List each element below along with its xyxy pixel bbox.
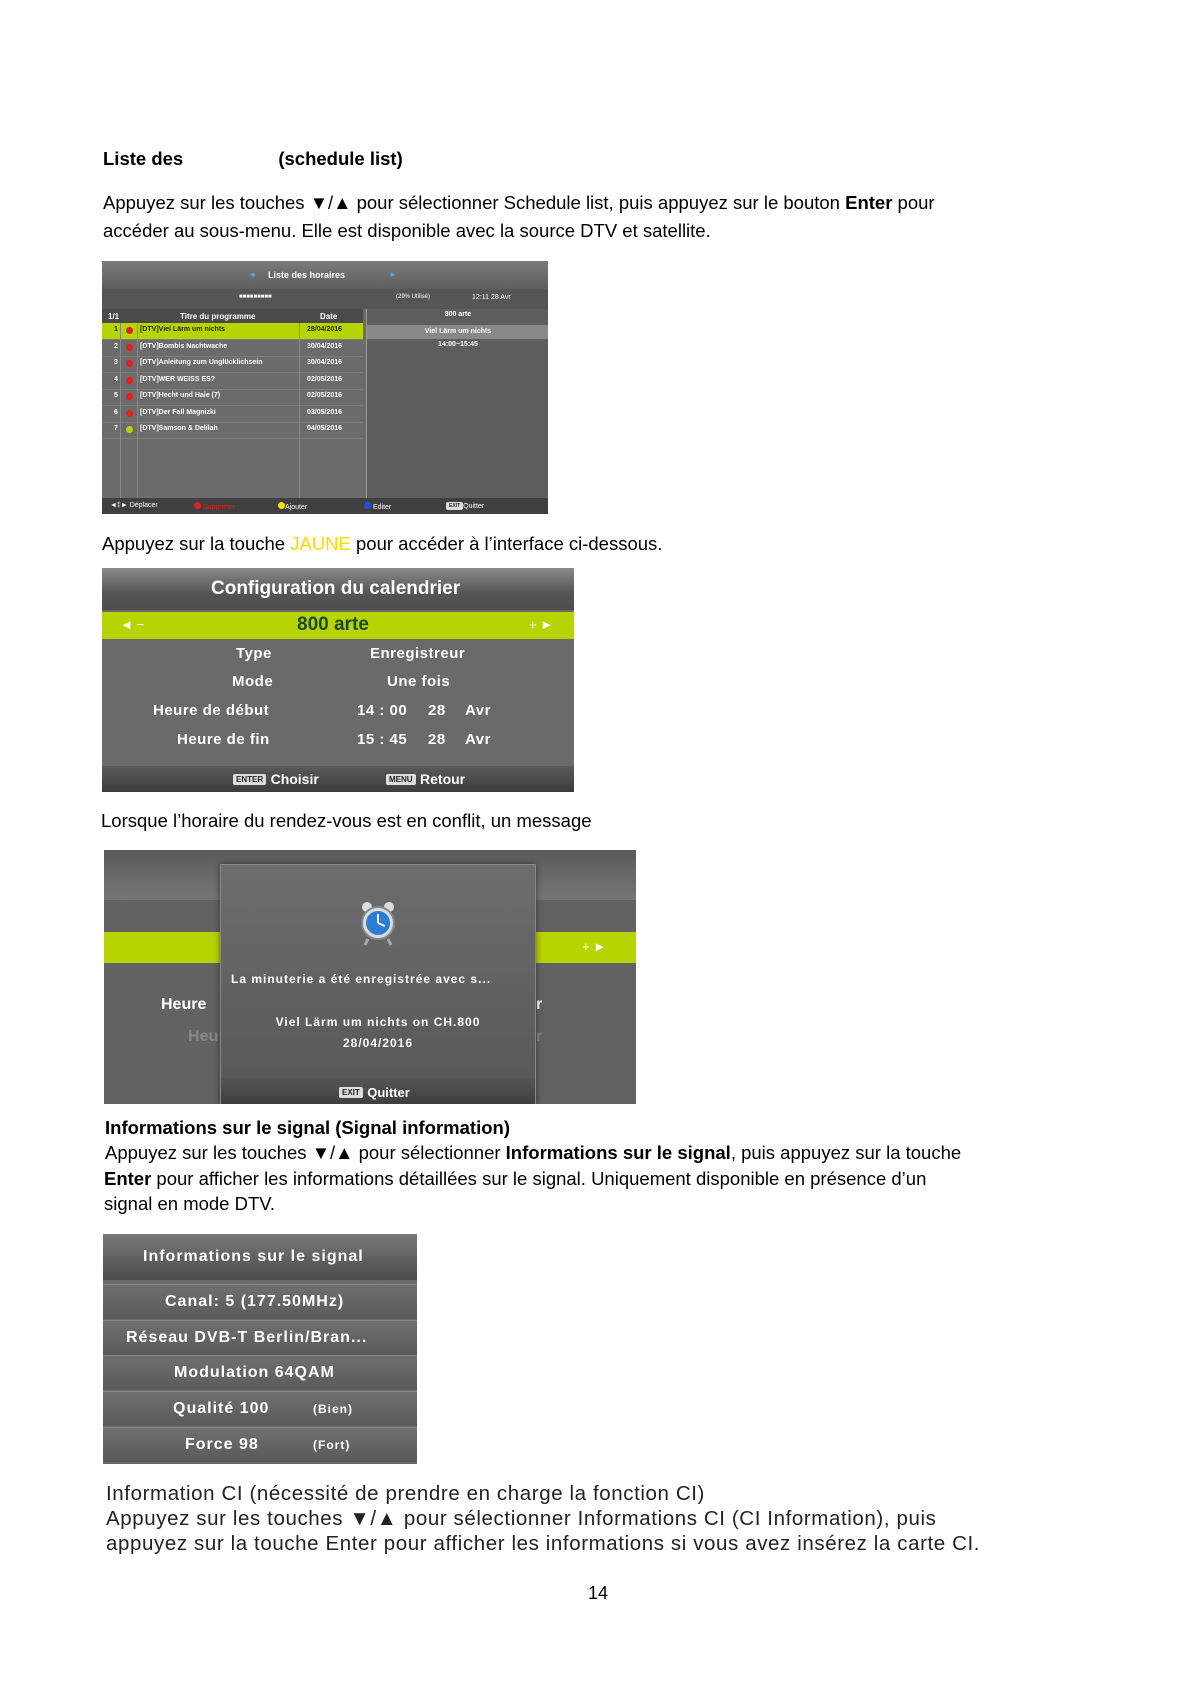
detail-channel: 800 arte: [444, 311, 472, 318]
canal-value: Canal: 5 (177.50MHz): [165, 1293, 345, 1310]
section2-paragraph: [102, 531, 662, 557]
move-hint: ◄‡► Déplacer: [110, 502, 158, 509]
section1-paragraph-line2: accéder au sous-menu. Elle est disponible avec la source DTV et satellite.: [103, 220, 711, 241]
menu-hint: [386, 771, 465, 789]
calendar-footer: [102, 766, 574, 792]
p1-end: pour: [892, 192, 935, 213]
signal-row-canal: [103, 1284, 417, 1319]
row-number: 1: [114, 326, 118, 333]
start-label: Heure de début: [153, 702, 270, 719]
signal-title-bar: [103, 1234, 417, 1280]
exit-hint[interactable]: [339, 1084, 410, 1102]
table-row[interactable]: [102, 422, 363, 439]
row-number: 4: [114, 375, 118, 383]
status-dot-icon: [126, 393, 133, 400]
left-arrow-icon: ◄: [248, 270, 256, 279]
qualite-value: Qualité 100: [173, 1400, 270, 1417]
bg-right-ctrl: + ►: [582, 939, 607, 954]
signal-row-force: [103, 1427, 417, 1462]
table-row[interactable]: [102, 323, 363, 340]
signal-info-screenshot: [103, 1234, 417, 1464]
reseau-value: Réseau DVB-T Berlin/Bran...: [126, 1329, 368, 1346]
detail-program: Viel Lärm um nichts: [367, 325, 548, 339]
conflict-screenshot: [104, 850, 636, 1104]
status-dot-icon: [126, 327, 133, 334]
row-date: 02/05/2016: [307, 392, 343, 399]
section5-line1: Information CI (nécessité de prendre en charge la fonction CI): [106, 1482, 705, 1505]
force-value: Force 98: [185, 1436, 259, 1453]
row-date: 02/05/2016: [307, 375, 343, 383]
conflict-dialog: [220, 864, 536, 1104]
schedule-header: [102, 261, 548, 289]
exit-key-icon: EXIT: [339, 1087, 363, 1098]
table-row[interactable]: [102, 373, 363, 390]
p1-text: Appuyez sur les touches ▼/▲ pour sélectionner: [105, 1142, 506, 1163]
row-title: [DTV]Anleitung zum Unglücklichsein: [140, 359, 263, 366]
end-label: Heure de fin: [177, 731, 270, 748]
exit-hint: [446, 502, 484, 510]
force-note: (Fort): [313, 1438, 351, 1452]
signal-row-reseau: [103, 1320, 417, 1355]
enter-key-icon: ENTER: [233, 774, 266, 785]
section-title-schedule: [103, 146, 403, 172]
row-title: [DTV]WER WEISS ES?: [140, 375, 216, 383]
col-page: 1/1: [108, 312, 120, 321]
table-row[interactable]: [102, 389, 363, 406]
enter-label: Choisir: [270, 771, 319, 787]
schedule-time: 12:11 28 Avr: [472, 294, 511, 301]
enter-hint: [233, 771, 319, 789]
page-number: 14: [588, 1583, 609, 1603]
p-text: Appuyez sur la touche: [102, 533, 291, 554]
conflict-date: 28/04/2016: [342, 1036, 414, 1050]
schedule-subheader: [102, 289, 548, 309]
row-title: [DTV]Hecht und Haie (7): [140, 392, 221, 399]
title-part-a: Liste des: [103, 148, 184, 169]
schedule-column-header: [102, 309, 363, 323]
row-date: 28/04/2016: [307, 326, 343, 333]
section4-title: Informations sur le signal (Signal information): [105, 1117, 510, 1138]
alarm-clock-icon: [359, 899, 397, 947]
schedule-footer: [102, 498, 548, 514]
row-title: [DTV]Viel Lärm um nichts: [140, 326, 226, 333]
end-month: Avr: [465, 731, 491, 748]
conflict-message: La minuterie a été enregistrée avec s...: [231, 972, 492, 986]
start-time: 14 : 00: [357, 702, 408, 719]
red-dot-icon: [194, 502, 201, 509]
calendar-title-bar: [102, 568, 574, 610]
schedule-title: Liste des horaires: [268, 270, 346, 280]
yellow-dot-icon: [278, 502, 285, 509]
status-dot-icon: [126, 344, 133, 351]
p-yellow: JAUNE: [290, 533, 351, 554]
mode-label: Mode: [232, 673, 274, 690]
conflict-footer: [221, 1078, 535, 1104]
p1-text: Appuyez sur les touches ▼/▲ pour sélectionner Schedule list, puis appuyez sur le bouton: [103, 192, 846, 213]
section5-line2: Appuyez sur les touches ▼/▲ pour sélectionner Informations CI (CI Information), puis: [106, 1507, 937, 1530]
section1-paragraph-line1: [103, 190, 935, 216]
row-title: [DTV]Der Fall Magnizki: [140, 408, 216, 416]
channel-right-ctrl: + ►: [529, 617, 554, 632]
signal-row-modulation: [103, 1355, 417, 1390]
row-number: 6: [114, 408, 118, 416]
schedule-sub-left: ■■■■■■■■■: [239, 294, 272, 300]
status-dot-icon: [126, 360, 133, 367]
row-number: 3: [114, 359, 118, 366]
status-dot-icon: [126, 410, 133, 417]
p1-end: , puis appuyez sur la touche: [730, 1142, 962, 1163]
exit-label: Quitter: [367, 1085, 410, 1100]
detail-time: 14:00~15:45: [438, 341, 478, 348]
signal-title: Informations sur le signal: [143, 1248, 364, 1265]
channel-bar: [102, 612, 574, 639]
row-title: [DTV]Samson & Delilah: [140, 425, 218, 432]
bg-heure-label: Heure: [161, 996, 207, 1013]
bg-heu-label: Heu: [188, 1028, 219, 1045]
delete-hint: [194, 502, 235, 511]
col-title: Titre du programme: [180, 312, 256, 321]
p2-text: pour afficher les informations détaillées sur le signal. Uniquement disponible en présence d’un: [151, 1168, 927, 1189]
end-day: 28: [428, 731, 446, 748]
modulation-value: Modulation 64QAM: [174, 1364, 335, 1381]
section3-paragraph: Lorsque l’horaire du rendez-vous est en conflit, un message: [101, 810, 592, 831]
section5-text: [106, 1481, 980, 1556]
p-end: pour accéder à l’interface ci-dessous.: [350, 533, 663, 554]
status-dot-icon: [126, 426, 133, 433]
qualite-note: (Bien): [313, 1402, 353, 1416]
end-time: 15 : 45: [357, 731, 408, 748]
row-date: 03/05/2016: [307, 408, 343, 416]
delete-label: Supprimer: [202, 504, 236, 511]
schedule-list-screenshot: [102, 261, 548, 514]
status-dot-icon: [126, 377, 133, 384]
channel-left-ctrl: ◄ −: [120, 617, 145, 632]
col-date: Date: [320, 312, 338, 321]
exit-label: Quitter: [463, 502, 485, 510]
menu-label: Retour: [420, 771, 466, 787]
bg-r-label: r: [536, 1028, 543, 1045]
table-row[interactable]: [102, 340, 363, 357]
start-month: Avr: [465, 702, 491, 719]
row-number: 5: [114, 392, 118, 399]
section4-paragraph-line2: [104, 1166, 926, 1192]
p1-enter: Enter: [845, 192, 893, 213]
bg-r-label: r: [536, 996, 543, 1013]
row-date: 30/04/2016: [307, 342, 343, 350]
exit-key-icon: EXIT: [446, 502, 463, 510]
start-day: 28: [428, 702, 446, 719]
divider: [299, 323, 300, 498]
row-title: [DTV]Bombis Nachtwache: [140, 342, 228, 350]
signal-row-qualite: [103, 1391, 417, 1426]
channel-name: 800 arte: [297, 614, 369, 635]
type-value: Enregistreur: [370, 645, 466, 662]
section4-paragraph-line3: signal en mode DTV.: [104, 1193, 276, 1214]
title-part-b: (schedule list): [278, 148, 403, 169]
p1-bold: Informations sur le signal: [505, 1142, 731, 1163]
divider: [120, 323, 121, 498]
calendar-title: Configuration du calendrier: [211, 578, 461, 599]
move-label: Déplacer: [129, 502, 158, 509]
blue-dot-icon: [364, 502, 371, 509]
menu-key-icon: MENU: [386, 774, 416, 785]
type-label: Type: [236, 645, 272, 662]
row-date: 30/04/2016: [307, 359, 343, 366]
conflict-program: Viel Lärm um nichts on CH.800: [275, 1015, 481, 1029]
edit-hint: [364, 502, 391, 511]
add-hint: [278, 502, 307, 511]
calendar-config-screenshot: [102, 568, 574, 792]
row-number: 7: [114, 425, 118, 432]
mode-value: Une fois: [387, 673, 451, 690]
right-arrow-icon: ►: [389, 270, 397, 279]
table-row[interactable]: [102, 356, 363, 373]
add-label: Ajouter: [285, 504, 308, 511]
schedule-usage: (29% Utilisé): [396, 294, 431, 300]
row-number: 2: [114, 342, 118, 350]
table-row[interactable]: [102, 406, 363, 423]
row-date: 04/05/2016: [307, 425, 343, 432]
section4-paragraph-line1: [105, 1140, 961, 1166]
p2-enter: Enter: [104, 1168, 152, 1189]
section5-line3: appuyez sur la touche Enter pour afficher les informations si vous avez insérez la carte CI.: [106, 1532, 981, 1555]
divider: [137, 323, 138, 498]
schedule-detail-panel: [366, 309, 548, 498]
edit-label: Editer: [372, 504, 392, 511]
